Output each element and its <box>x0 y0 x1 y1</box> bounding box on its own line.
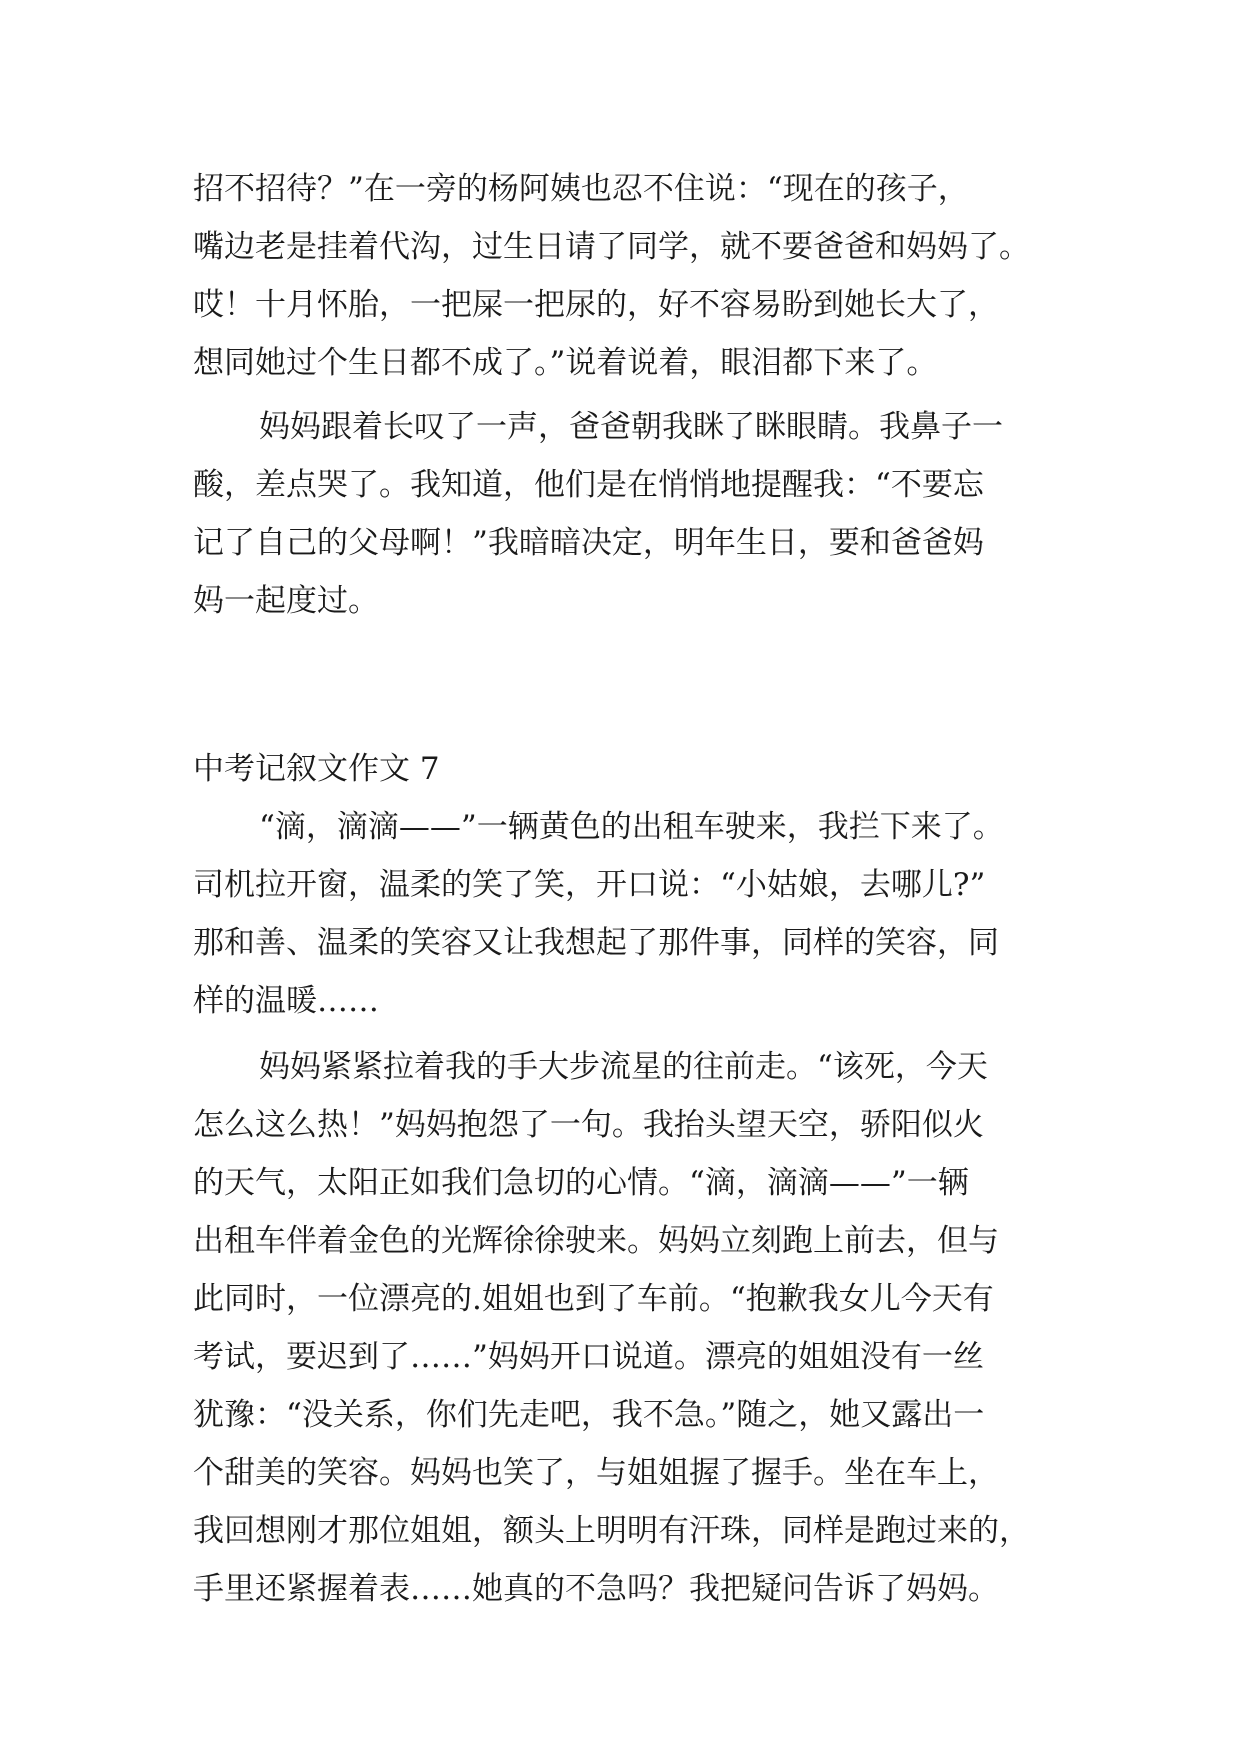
paragraph-3 <box>193 798 1073 1030</box>
paragraph-line: 想同她过个生日都不成了。”说着说着，眼泪都下来了。 <box>193 345 938 381</box>
section-heading: 中考记叙文作文 7 <box>193 751 440 787</box>
paragraph-line: 个甜美的笑容。妈妈也笑了，与姐姐握了握手。坐在车上， <box>193 1455 999 1491</box>
paragraph-line: 怎么这么热！”妈妈抱怨了一句。我抬头望天空，骄阳似火 <box>193 1107 984 1143</box>
paragraph-line: 考试，要迟到了……”妈妈开口说道。漂亮的姐姐没有一丝 <box>193 1339 984 1375</box>
document-body <box>193 160 1073 1618</box>
paragraph-line: 妈妈紧紧拉着我的手大步流星的往前走。“该死，今天 <box>259 1049 988 1085</box>
paragraph-line: 招不招待？”在一旁的杨阿姨也忍不住说：“现在的孩子， <box>193 171 969 207</box>
paragraph-line: 哎！十月怀胎，一把屎一把尿的，好不容易盼到她长大了， <box>193 287 999 323</box>
paragraph-line: 记了自己的父母啊！”我暗暗决定，明年生日，要和爸爸妈 <box>193 525 984 561</box>
paragraph-line: 酸，差点哭了。我知道，他们是在悄悄地提醒我：“不要忘 <box>193 467 984 503</box>
paragraph-line: 那和善、温柔的笑容又让我想起了那件事，同样的笑容，同 <box>193 925 999 961</box>
paragraph-line: 司机拉开窗，温柔的笑了笑，开口说：“小姑娘，去哪儿?” <box>193 867 986 903</box>
paragraph-line: 出租车伴着金色的光辉徐徐驶来。妈妈立刻跑上前去，但与 <box>193 1223 999 1259</box>
paragraph-line: 嘴边老是挂着代沟，过生日请了同学，就不要爸爸和妈妈了。 <box>193 229 1030 265</box>
paragraph-line: 手里还紧握着表……她真的不急吗？我把疑问告诉了妈妈。 <box>193 1571 999 1607</box>
paragraph-1 <box>193 160 1073 392</box>
paragraph-line: “滴，滴滴——”一辆黄色的出租车驶来，我拦下来了。 <box>259 809 1004 845</box>
paragraph-line: 犹豫：“没关系，你们先走吧，我不急。”随之，她又露出一 <box>193 1397 985 1433</box>
paragraph-line: 妈一起度过。 <box>193 583 379 619</box>
paragraph-line: 此同时，一位漂亮的.姐姐也到了车前。“抱歉我女儿今天有 <box>193 1281 994 1317</box>
paragraph-line: 样的温暖…… <box>193 983 379 1019</box>
paragraph-4 <box>193 1038 1073 1618</box>
paragraph-2 <box>193 398 1073 630</box>
section-spacer <box>193 630 1073 740</box>
paragraph-spacer <box>193 1030 1073 1038</box>
paragraph-line: 我回想刚才那位姐姐，额头上明明有汗珠，同样是跑过来的， <box>193 1513 1030 1549</box>
paragraph-line: 的天气，太阳正如我们急切的心情。“滴，滴滴——”一辆 <box>193 1165 969 1201</box>
paragraph-line: 妈妈跟着长叹了一声，爸爸朝我眯了眯眼睛。我鼻子一 <box>259 409 1003 445</box>
